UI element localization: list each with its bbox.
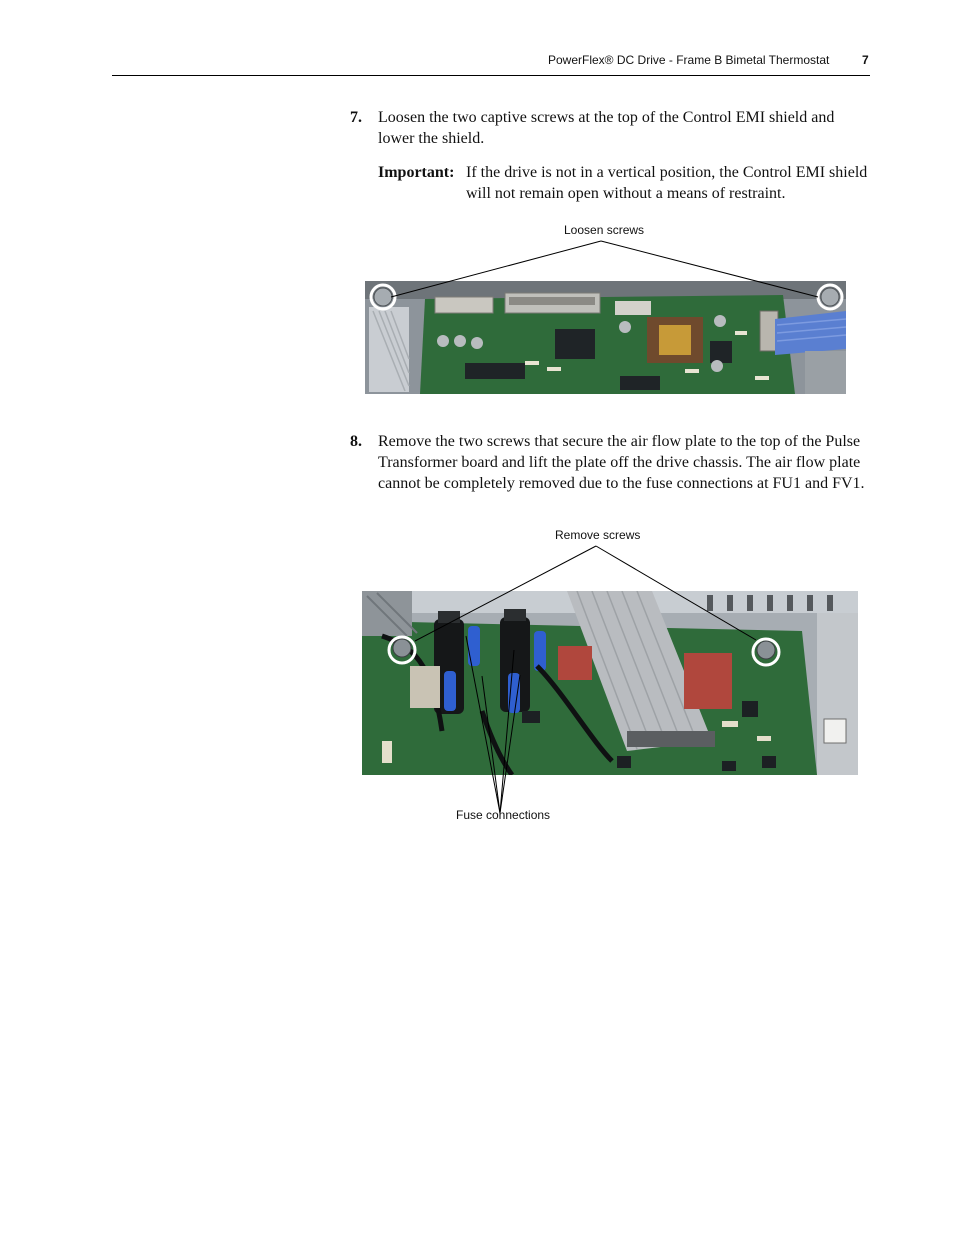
photo-control-board: [365, 281, 846, 394]
step-text: Remove the two screws that secure the air flow plate to the top of the Pulse Transformer board and lift the plate off the drive chassis. The air flow plate cannot be completely removed due to the fuse connections at FU1 and FV1.: [378, 433, 865, 492]
control-board-image: [365, 281, 846, 394]
pulse-transformer-board-image: [362, 591, 858, 775]
step-number: 8.: [350, 433, 362, 450]
callout-remove-screws: Remove screws: [555, 528, 641, 542]
important-text: If the drive is not in a vertical position, the Control EMI shield will not remain open without a means of restraint.: [466, 164, 868, 202]
step-7: [350, 107, 870, 149]
page-number: 7: [862, 53, 869, 67]
running-header: PowerFlex® DC Drive - Frame B Bimetal Thermostat: [548, 53, 830, 67]
step-text: Loosen the two captive screws at the top of the Control EMI shield and lower the shield.: [378, 109, 835, 147]
important-note: [378, 162, 870, 204]
photo-pulse-transformer-board: [362, 591, 858, 775]
callout-fuse-connections: Fuse connections: [456, 808, 551, 822]
important-label: Important:: [378, 164, 455, 181]
step-8: [350, 431, 870, 494]
header-rule: [112, 75, 870, 76]
step-number: 7.: [350, 109, 362, 126]
callout-loosen-screws: Loosen screws: [564, 223, 645, 237]
